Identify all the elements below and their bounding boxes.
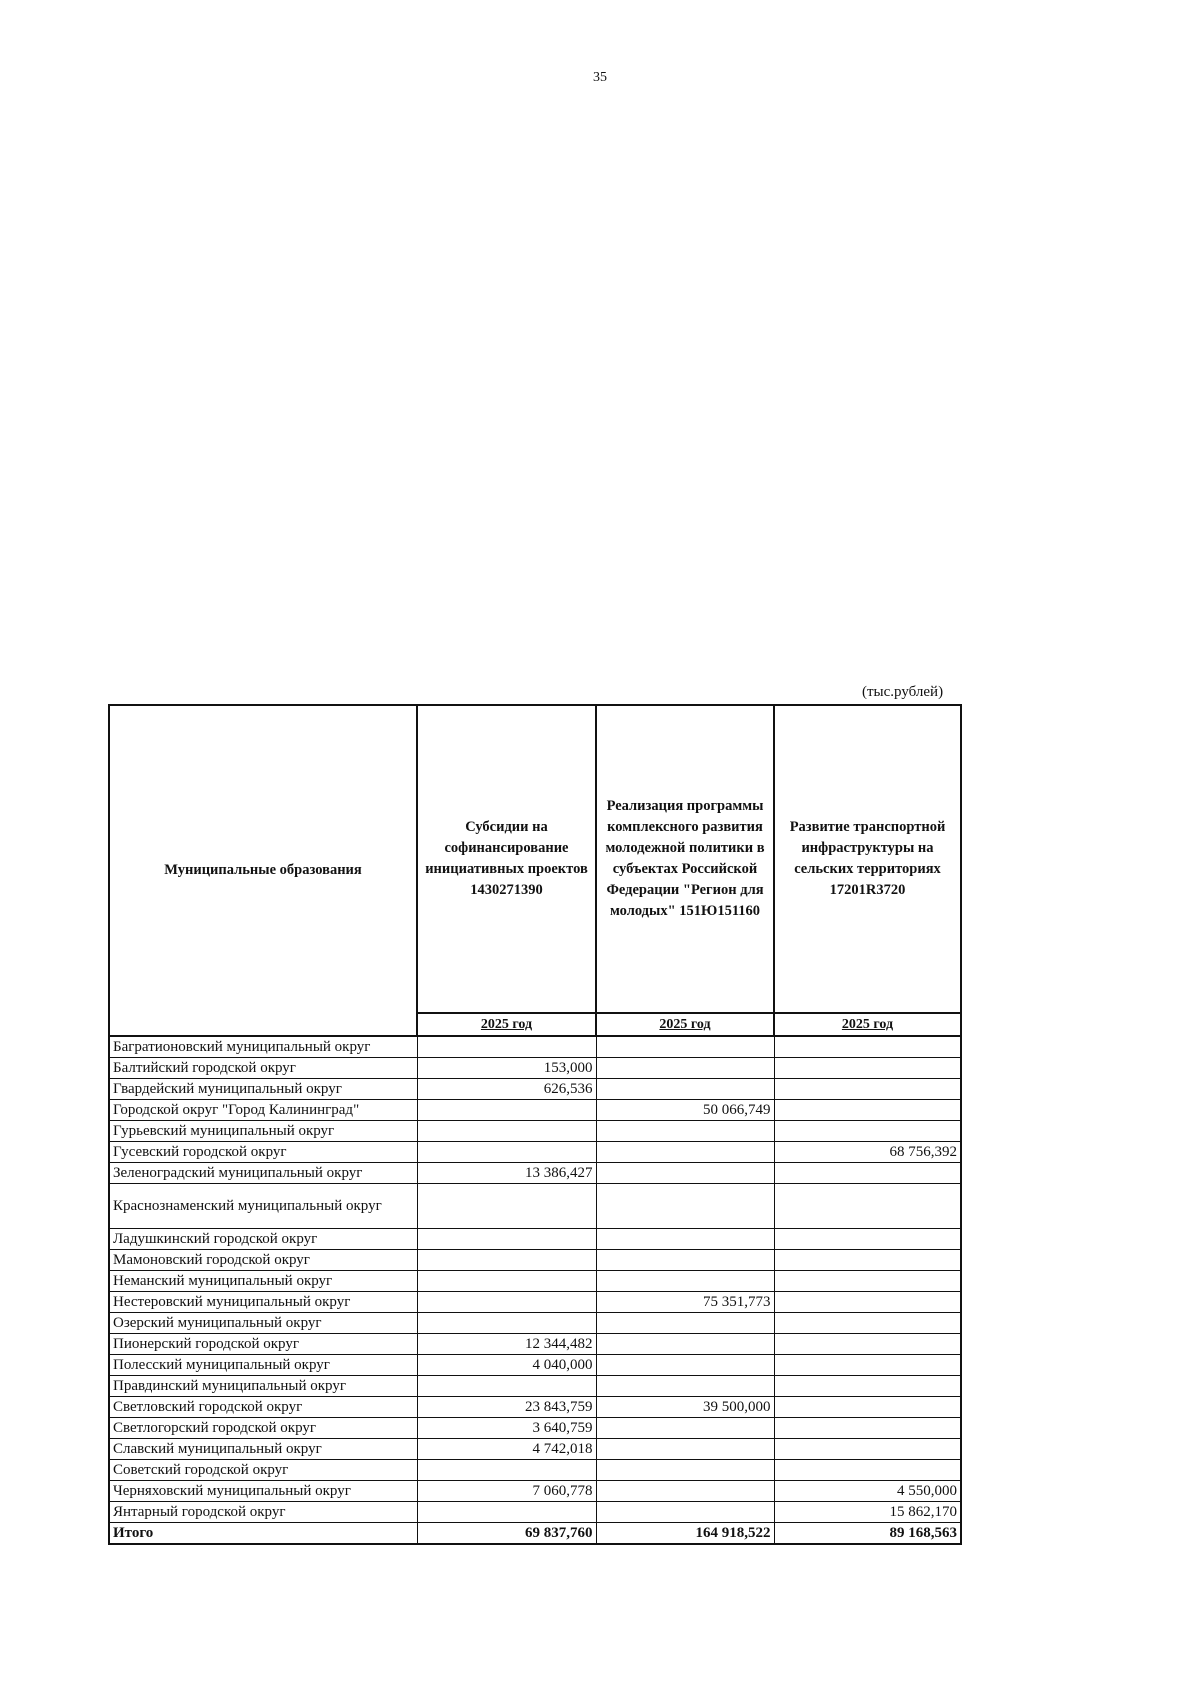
- initiative-projects-value: 3 640,759: [417, 1418, 596, 1439]
- municipality-name: Советский городской округ: [109, 1460, 417, 1481]
- transport-value: 15 862,170: [774, 1502, 961, 1523]
- youth-policy-value: [596, 1355, 774, 1376]
- initiative-projects-value: [417, 1142, 596, 1163]
- table-row: [109, 1163, 961, 1184]
- table-row: [109, 1460, 961, 1481]
- initiative-projects-value: [417, 1376, 596, 1397]
- table-row: [109, 1250, 961, 1271]
- municipality-name: Городской округ "Город Калининград": [109, 1100, 417, 1121]
- youth-policy-value: [596, 1163, 774, 1184]
- table-row: [109, 1481, 961, 1502]
- transport-value: [774, 1355, 961, 1376]
- municipality-name: Полесский муниципальный округ: [109, 1355, 417, 1376]
- table-row: [109, 1142, 961, 1163]
- initiative-projects-value: [417, 1121, 596, 1142]
- transport-value: 4 550,000: [774, 1481, 961, 1502]
- youth-policy-value: [596, 1376, 774, 1397]
- youth-policy-value: [596, 1079, 774, 1100]
- transport-value: [774, 1334, 961, 1355]
- youth-policy-value: [596, 1184, 774, 1229]
- units-label: (тыс.рублей): [862, 684, 944, 700]
- initiative-projects-value: [417, 1250, 596, 1271]
- table-row: [109, 1100, 961, 1121]
- total-row: [109, 1523, 961, 1545]
- municipality-name: Гурьевский муниципальный округ: [109, 1121, 417, 1142]
- total-youth-policy: 164 918,522: [596, 1523, 774, 1545]
- municipality-name: Гусевский городской округ: [109, 1142, 417, 1163]
- municipality-name: Гвардейский муниципальный округ: [109, 1079, 417, 1100]
- municipality-name: Светлогорский городской округ: [109, 1418, 417, 1439]
- youth-policy-value: [596, 1439, 774, 1460]
- initiative-projects-value: [417, 1036, 596, 1058]
- initiative-projects-value: [417, 1100, 596, 1121]
- total-transport: 89 168,563: [774, 1523, 961, 1545]
- initiative-projects-value: [417, 1460, 596, 1481]
- municipality-name: Нестеровский муниципальный округ: [109, 1292, 417, 1313]
- transport-value: [774, 1184, 961, 1229]
- page-number: 35: [593, 70, 607, 85]
- table-row: [109, 1334, 961, 1355]
- transport-value: [774, 1418, 961, 1439]
- table-row: [109, 1079, 961, 1100]
- youth-policy-value: [596, 1460, 774, 1481]
- municipality-name: Черняховский муниципальный округ: [109, 1481, 417, 1502]
- transport-value: [774, 1079, 961, 1100]
- year-col3: 2025 год: [774, 1013, 961, 1036]
- transport-value: [774, 1100, 961, 1121]
- table-row: [109, 1502, 961, 1523]
- municipality-name: Правдинский муниципальный округ: [109, 1376, 417, 1397]
- youth-policy-value: 50 066,749: [596, 1100, 774, 1121]
- table-row: [109, 1292, 961, 1313]
- table-row: [109, 1313, 961, 1334]
- header-youth-policy: Реализация программы комплексного развития молодежной политики в субъектах Российской Федерации "Регион для молодых" 151Ю151160: [596, 705, 774, 1013]
- municipality-name: Балтийский городской округ: [109, 1058, 417, 1079]
- transport-value: 68 756,392: [774, 1142, 961, 1163]
- initiative-projects-value: [417, 1502, 596, 1523]
- transport-value: [774, 1397, 961, 1418]
- table-row: [109, 1397, 961, 1418]
- initiative-projects-value: 13 386,427: [417, 1163, 596, 1184]
- municipality-name: Зеленоградский муниципальный округ: [109, 1163, 417, 1184]
- youth-policy-value: [596, 1229, 774, 1250]
- youth-policy-value: [596, 1142, 774, 1163]
- year-col2: 2025 год: [596, 1013, 774, 1036]
- table-row: [109, 1376, 961, 1397]
- initiative-projects-value: 23 843,759: [417, 1397, 596, 1418]
- total-initiative-projects: 69 837,760: [417, 1523, 596, 1545]
- initiative-projects-value: [417, 1184, 596, 1229]
- youth-policy-value: 75 351,773: [596, 1292, 774, 1313]
- header-municipalities: Муниципальные образования: [109, 705, 417, 1036]
- transport-value: [774, 1163, 961, 1184]
- transport-value: [774, 1292, 961, 1313]
- youth-policy-value: [596, 1036, 774, 1058]
- initiative-projects-value: 626,536: [417, 1079, 596, 1100]
- municipality-name: Светловский городской округ: [109, 1397, 417, 1418]
- youth-policy-value: [596, 1058, 774, 1079]
- youth-policy-value: [596, 1502, 774, 1523]
- table-row: [109, 1036, 961, 1058]
- municipality-name: Мамоновский городской округ: [109, 1250, 417, 1271]
- municipality-name: Неманский муниципальный округ: [109, 1271, 417, 1292]
- transport-value: [774, 1376, 961, 1397]
- youth-policy-value: [596, 1121, 774, 1142]
- initiative-projects-value: [417, 1292, 596, 1313]
- table-row: [109, 1418, 961, 1439]
- transport-value: [774, 1229, 961, 1250]
- transport-value: [774, 1460, 961, 1481]
- municipality-name: Янтарный городской округ: [109, 1502, 417, 1523]
- municipality-name: Краснознаменский муниципальный округ: [109, 1184, 417, 1229]
- header-transport-infrastructure: Развитие транспортной инфраструктуры на сельских территориях 17201R3720: [774, 705, 961, 1013]
- initiative-projects-value: 153,000: [417, 1058, 596, 1079]
- initiative-projects-value: [417, 1313, 596, 1334]
- transport-value: [774, 1250, 961, 1271]
- table-row: [109, 1229, 961, 1250]
- municipality-name: Славский муниципальный округ: [109, 1439, 417, 1460]
- initiative-projects-value: 7 060,778: [417, 1481, 596, 1502]
- transport-value: [774, 1271, 961, 1292]
- transport-value: [774, 1121, 961, 1142]
- municipality-name: Ладушкинский городской округ: [109, 1229, 417, 1250]
- municipality-name: Озерский муниципальный округ: [109, 1313, 417, 1334]
- initiative-projects-value: 4 742,018: [417, 1439, 596, 1460]
- table-row: [109, 1355, 961, 1376]
- total-label: Итого: [109, 1523, 417, 1545]
- transport-value: [774, 1058, 961, 1079]
- transport-value: [774, 1313, 961, 1334]
- initiative-projects-value: 12 344,482: [417, 1334, 596, 1355]
- youth-policy-value: [596, 1418, 774, 1439]
- table-row: [109, 1058, 961, 1079]
- initiative-projects-value: [417, 1271, 596, 1292]
- table-row: [109, 1121, 961, 1142]
- youth-policy-value: 39 500,000: [596, 1397, 774, 1418]
- year-col1: 2025 год: [417, 1013, 596, 1036]
- initiative-projects-value: 4 040,000: [417, 1355, 596, 1376]
- subsidies-table: [108, 704, 962, 1545]
- youth-policy-value: [596, 1250, 774, 1271]
- municipality-name: Багратионовский муниципальный округ: [109, 1036, 417, 1058]
- youth-policy-value: [596, 1334, 774, 1355]
- table-row: [109, 1271, 961, 1292]
- youth-policy-value: [596, 1481, 774, 1502]
- transport-value: [774, 1036, 961, 1058]
- municipality-name: Пионерский городской округ: [109, 1334, 417, 1355]
- youth-policy-value: [596, 1271, 774, 1292]
- header-initiative-projects: Субсидии на софинансирование инициативных проектов 1430271390: [417, 705, 596, 1013]
- youth-policy-value: [596, 1313, 774, 1334]
- table-body: [109, 1036, 961, 1544]
- table-row: [109, 1184, 961, 1229]
- initiative-projects-value: [417, 1229, 596, 1250]
- table-row: [109, 1439, 961, 1460]
- transport-value: [774, 1439, 961, 1460]
